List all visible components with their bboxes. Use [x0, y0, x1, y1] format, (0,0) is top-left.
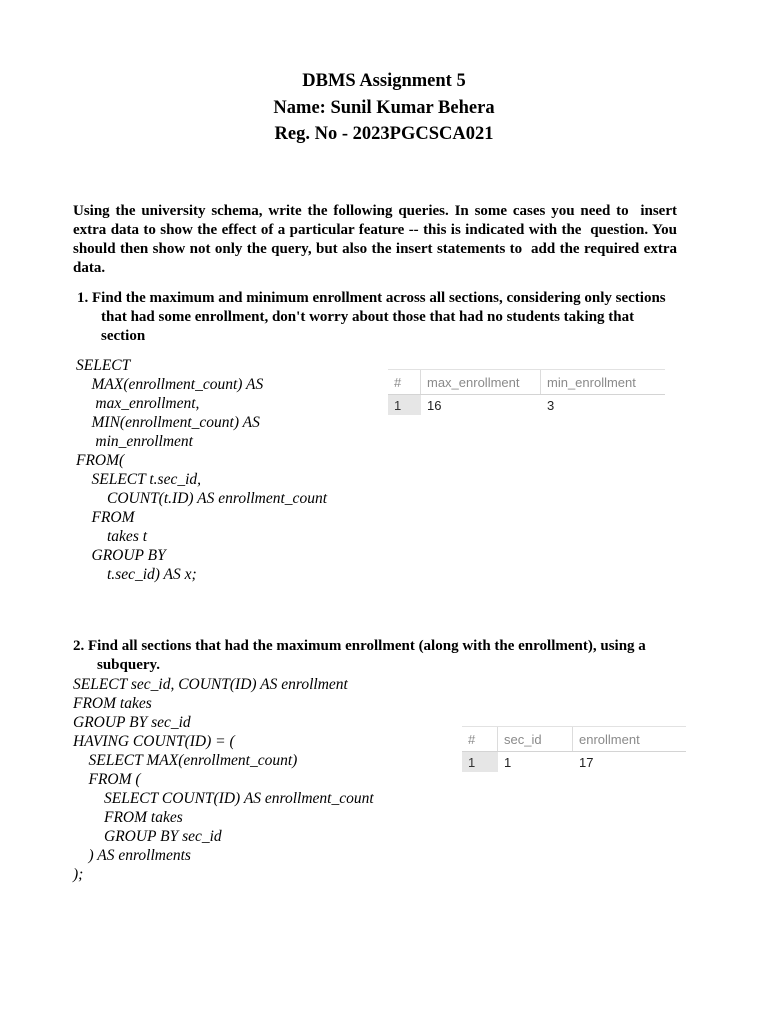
query-1-code: SELECT MAX(enrollment_count) AS max_enrollment, MIN(enrollment_count) AS min_enrollment FROM( SELECT t.sec_id, COUNT(t.ID) AS enrollment_count FROM takes t GROUP BY t.sec_id) AS x; [76, 357, 327, 583]
column-header-index: # [462, 727, 498, 751]
column-header-index: # [388, 370, 421, 394]
query-2-code: SELECT sec_id, COUNT(ID) AS enrollment FROM takes GROUP BY sec_id HAVING COUNT(ID) = ( SELECT MAX(enrollment_count) FROM ( SELECT COUNT(ID) AS enrollment_count FROM takes GROUP BY sec_id ) AS enrollments ); [73, 676, 374, 883]
question-2 [73, 637, 693, 675]
assignment-title: DBMS Assignment 5 [302, 71, 466, 91]
column-header-min-enrollment: min_enrollment [547, 374, 636, 390]
column-header-max-enrollment: max_enrollment [421, 370, 541, 394]
document-header [0, 68, 768, 148]
column-header-sec-id: sec_id [498, 727, 573, 751]
student-name: Name: Sunil Kumar Behera [273, 97, 495, 118]
result-grid-2-header [462, 726, 686, 752]
table-row [388, 395, 665, 415]
cell-sec-id: 1 [504, 754, 512, 770]
registration-number: Reg. No - 2023PGCSCA021 [274, 124, 494, 144]
question-2-text: 2. Find all sections that had the maximum enrollment (along with the enrollment), using a subquery. [73, 638, 646, 673]
row-index: 1 [388, 395, 421, 415]
cell-min-enrollment: 3 [547, 397, 555, 413]
column-header-enrollment: enrollment [579, 731, 640, 747]
cell-max-enrollment: 16 [427, 397, 442, 413]
intro-paragraph: Using the university schema, write the following queries. In some cases you need to insert extra data to show the effect of a particular feature -- this is indicated with the question. You should then show not only the query, but also the insert statements to add the required extra data. [73, 203, 681, 276]
cell-enrollment: 17 [579, 754, 594, 770]
result-grid-1-header [388, 369, 665, 395]
table-row [462, 752, 686, 772]
result-grid-2 [462, 726, 686, 772]
question-1 [77, 289, 677, 346]
row-index: 1 [462, 752, 498, 772]
question-1-text: 1. Find the maximum and minimum enrollment across all sections, considering only sections that had some enrollment, don't worry about those that had no students taking that section [77, 290, 666, 344]
result-grid-1 [388, 369, 665, 415]
